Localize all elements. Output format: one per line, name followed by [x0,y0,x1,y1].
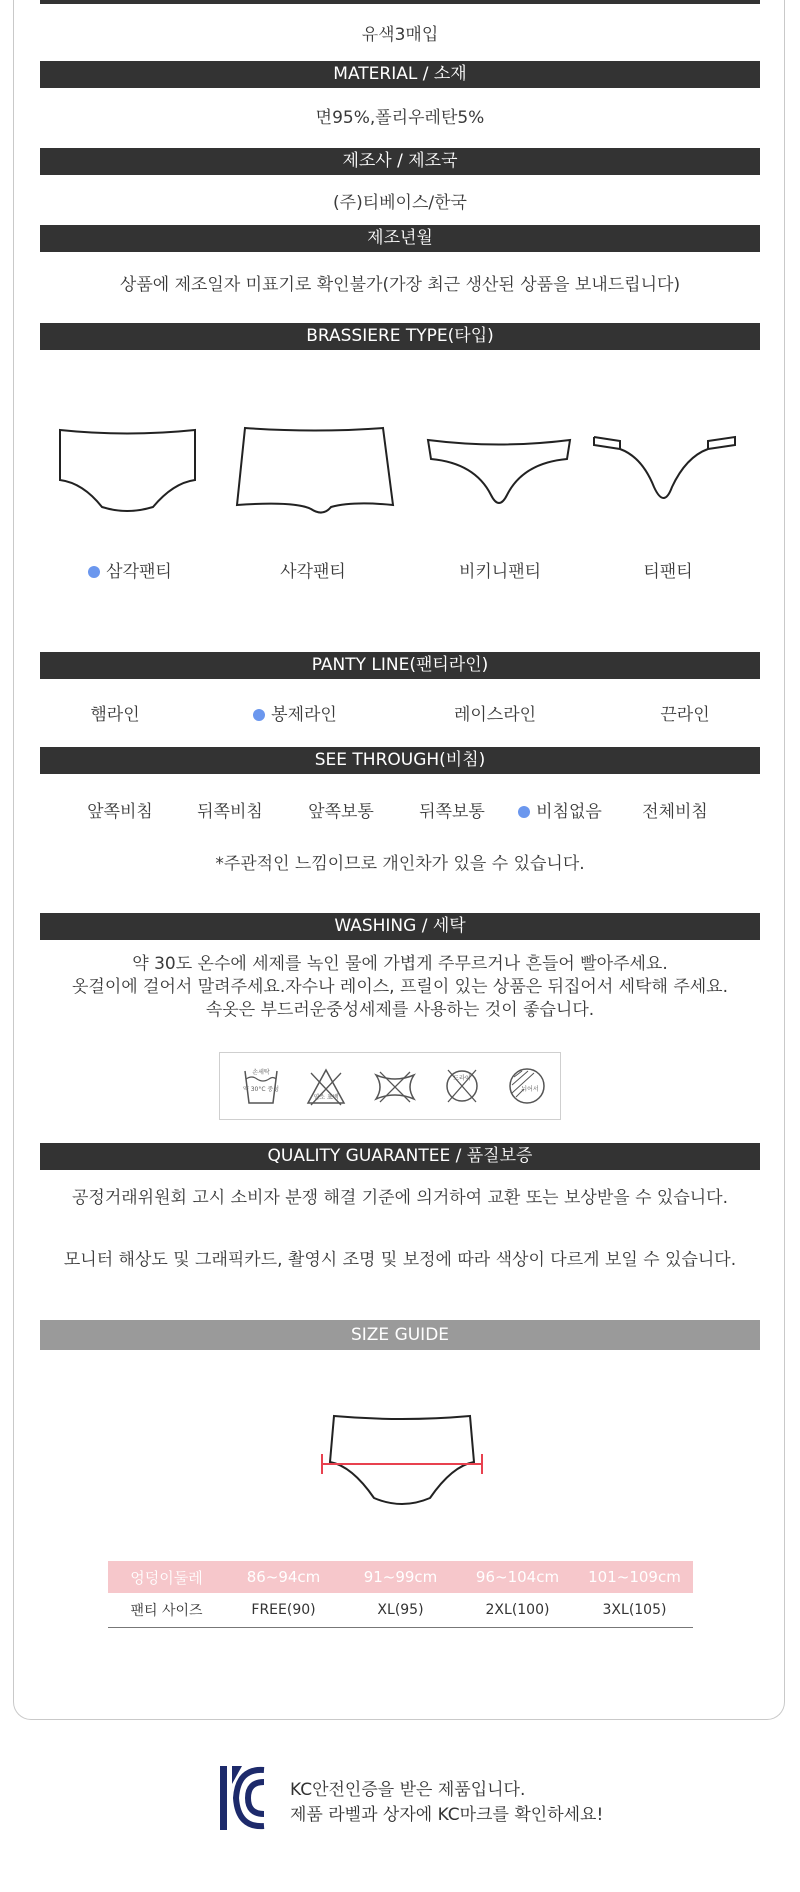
manufacture-date-header: 제조년월 [40,225,760,252]
manufacturer-value: (주)티베이스/한국 [333,193,467,213]
svg-text:드라이: 드라이 [453,1075,471,1082]
size-guide-header: SIZE GUIDE [40,1320,760,1350]
hand-wash-icon [242,1065,280,1109]
type-option-boxer[interactable]: 사각팬티 [280,562,346,582]
svg-text:손세탁: 손세탁 [252,1069,270,1076]
quality-header: QUALITY GUARANTEE / 품질보증 [40,1143,760,1170]
svg-text:약 30°C 중성: 약 30°C 중성 [242,1086,280,1093]
manufacture-date-value: 상품에 제조일자 미표기로 확인불가(가장 최근 생산된 상품을 보내드립니다) [119,275,681,295]
see-through-option-back-normal[interactable]: 뒤쪽보통 [419,802,485,822]
svg-text:염소 표백: 염소 표백 [313,1094,339,1101]
thong-illustration [592,435,737,515]
washing-header: WASHING / 세탁 [40,913,760,940]
see-through-option-front[interactable]: 앞쪽비침 [87,802,153,822]
no-dryclean-icon [442,1065,482,1107]
type-option-briefs[interactable]: 삼각팬티 [60,557,200,582]
panty-line-option-string[interactable]: 끈라인 [660,705,710,725]
brassiere-type-header: BRASSIERE TYPE(타입) [40,323,760,350]
manufacturer-header: 제조사 / 제조국 [40,148,760,175]
kc-line-2: 제품 라벨과 상자에 KC마크를 확인하세요! [290,1805,604,1825]
selected-dot-icon [253,709,265,721]
see-through-option-back[interactable]: 뒤쪽비침 [197,802,263,822]
bikini-illustration [425,435,573,515]
see-through-option-all[interactable]: 전체비침 [642,802,708,822]
size-table [108,1561,693,1628]
no-wring-icon [372,1069,418,1105]
selected-dot-icon [518,806,530,818]
see-through-note: *주관적인 느낌이므로 개인차가 있을 수 있습니다. [215,854,585,874]
size-table-row: 팬티 사이즈 FREE(90) XL(95) 2XL(100) 3XL(105) [108,1593,693,1628]
see-through-option-front-normal[interactable]: 앞쪽보통 [308,802,374,822]
panty-line-option-ham[interactable]: 햄라인 [90,705,140,725]
material-value: 면95%,폴리우레탄5% [315,108,485,128]
panty-line-header: PANTY LINE(팬티라인) [40,652,760,679]
top-divider [40,0,760,4]
boxer-illustration [233,425,398,517]
kc-mark-icon [218,1764,268,1832]
no-bleach-icon [305,1067,347,1107]
size-table-header: 엉덩이둘레 86~94cm 91~99cm 96~104cm 101~109cm [108,1561,693,1593]
svg-text:뉘어서: 뉘어서 [521,1086,539,1093]
size-illustration [318,1410,486,1512]
washing-icons-box [219,1052,561,1120]
panty-line-option-lace[interactable]: 레이스라인 [453,705,537,725]
low-iron-icon [506,1065,548,1107]
see-through-option-none[interactable]: 비침없음 [500,797,620,822]
kc-line-1: KC안전인증을 받은 제품입니다. [290,1780,526,1800]
selected-dot-icon [88,566,100,578]
washing-instructions: 약 30도 온수에 세제를 녹인 물에 가볍게 주무르거나 흔들어 빨아주세요. 옷걸이에 걸어서 말려주세요.자수나 레이스, 프릴이 있는 상품은 뒤집어서 세탁해 주세요. 속옷은 부드러운중성세제를 사용하는 것이 좋습니다. [71,954,729,1020]
color-info: 유색3매입 [361,25,439,45]
type-option-thong[interactable]: 티팬티 [643,562,693,582]
material-header: MATERIAL / 소재 [40,61,760,88]
quality-line-2: 모니터 해상도 및 그래픽카드, 촬영시 조명 및 보정에 따라 색상이 다르게 보일 수 있습니다. [63,1250,737,1270]
briefs-illustration [55,425,200,515]
panty-line-option-sewn[interactable]: 봉제라인 [220,700,370,725]
type-option-bikini[interactable]: 비키니팬티 [458,562,542,582]
see-through-header: SEE THROUGH(비침) [40,747,760,774]
quality-line-1: 공정거래위원회 고시 소비자 분쟁 해결 기준에 의거하여 교환 또는 보상받을 수 있습니다. [71,1188,729,1208]
